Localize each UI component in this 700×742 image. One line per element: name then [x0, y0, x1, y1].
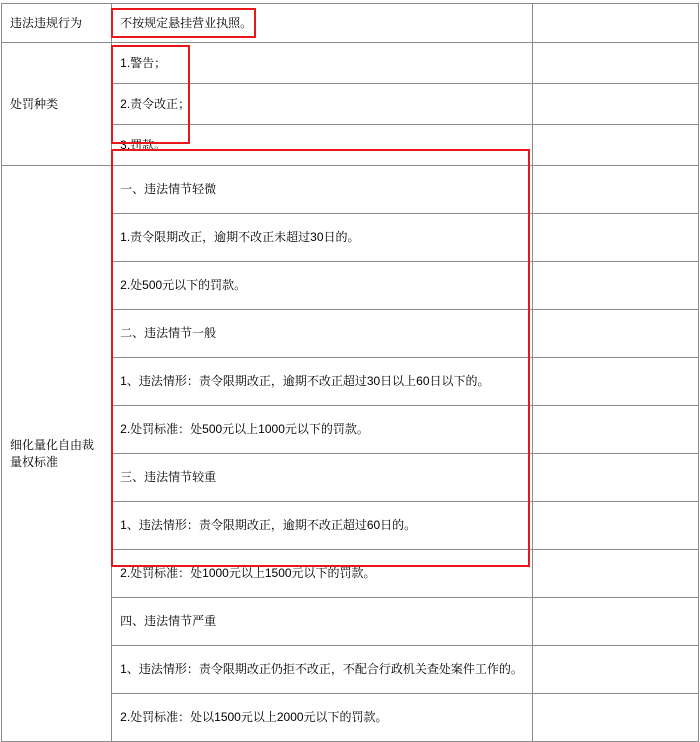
row-label-penalty-types: 处罚种类 [2, 43, 112, 166]
standard-spacer [532, 310, 698, 358]
standard-spacer [532, 262, 698, 310]
standard-item: 2.处罚标准：处1000元以上1500元以下的罚款。 [112, 550, 533, 598]
penalty-type-item: 3.罚款。 [112, 125, 533, 166]
table-row [2, 166, 699, 214]
behavior-spacer [532, 4, 698, 43]
standard-spacer [532, 646, 698, 694]
behavior-text: 不按规定悬挂营业执照。 [112, 4, 533, 43]
standard-spacer [532, 502, 698, 550]
penalty-type-item: 1.警告； [112, 43, 533, 84]
standard-item: 1、违法情形：责令限期改正，逾期不改正超过60日的。 [112, 502, 533, 550]
row-label-behavior: 违法违规行为 [2, 4, 112, 43]
penalty-spacer [532, 43, 698, 84]
table-row [2, 43, 699, 84]
penalty-spacer [532, 125, 698, 166]
standard-spacer [532, 598, 698, 646]
document-page [0, 3, 700, 725]
standard-item: 三、违法情节较重 [112, 454, 533, 502]
standard-item: 1、违法情形：责令限期改正仍拒不改正，不配合行政机关查处案件工作的。 [112, 646, 533, 694]
penalty-type-item: 2.责令改正； [112, 84, 533, 125]
standard-item: 二、违法情节一般 [112, 310, 533, 358]
standard-item: 2.处500元以下的罚款。 [112, 262, 533, 310]
penalty-spacer [532, 84, 698, 125]
standard-item: 1、违法情形：责令限期改正，逾期不改正超过30日以上60日以下的。 [112, 358, 533, 406]
standard-spacer [532, 358, 698, 406]
standard-spacer [532, 550, 698, 598]
standard-spacer [532, 694, 698, 742]
standard-item: 2.处罚标准：处以1500元以上2000元以下的罚款。 [112, 694, 533, 742]
discretion-standard-table [1, 3, 699, 742]
standard-spacer [532, 214, 698, 262]
standard-spacer [532, 454, 698, 502]
standard-item: 四、违法情节严重 [112, 598, 533, 646]
standard-spacer [532, 406, 698, 454]
row-label-discretion-standard: 细化量化自由裁量权标准 [2, 166, 112, 742]
table-row [2, 4, 699, 43]
standard-spacer [532, 166, 698, 214]
standard-item: 2.处罚标准：处500元以上1000元以下的罚款。 [112, 406, 533, 454]
standard-item: 一、违法情节轻微 [112, 166, 533, 214]
standard-item: 1.责令限期改正，逾期不改正未超过30日的。 [112, 214, 533, 262]
